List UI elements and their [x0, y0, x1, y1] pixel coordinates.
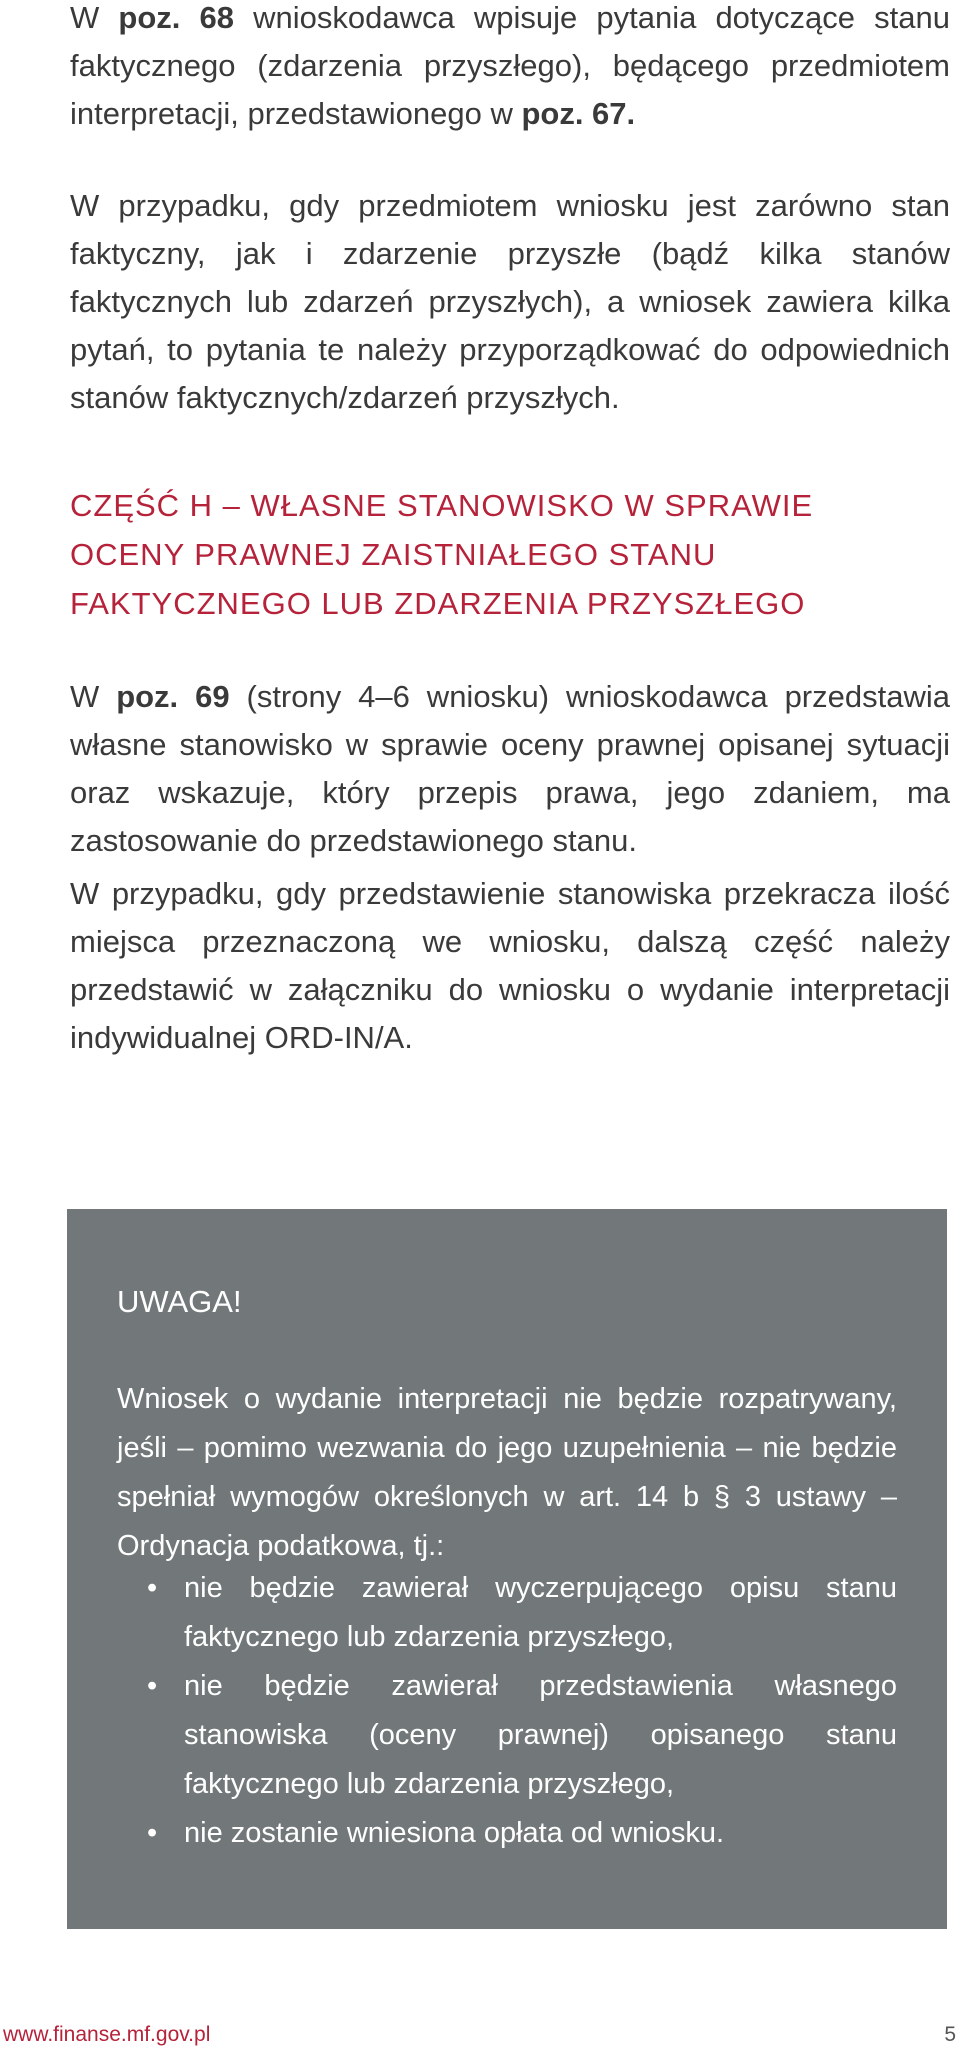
- intro-prefix: W: [70, 0, 119, 35]
- section-h-prefix: W: [70, 679, 117, 714]
- warning-box: [67, 1209, 947, 1929]
- section-h-paragraph-2: W przypadku, gdy przedstawienie stanowiska przekracza ilość miejsca przeznaczoną we wniosku, dalszą część należy przedstawić w załączniku do wniosku o wydanie interpretacji indywidualnej ORD-IN/A.: [70, 876, 950, 1055]
- intro-text: wnioskodawca wpisuje pytania dotyczące stanu faktycznego (zdarzenia przyszłego), będącego przedmiotem interpretacji, przedstawionego w: [70, 0, 950, 131]
- list-item: [117, 1564, 897, 1662]
- list-item-text: nie będzie zawierał przedstawienia własnego stanowiska (oceny prawnej) opisanego stanu faktycznego lub zdarzenia przyszłego,: [184, 1670, 897, 1800]
- heading-line-3: FAKTYCZNEGO LUB ZDARZENIA PRZYSZŁEGO: [70, 586, 806, 621]
- heading-line-2: OCENY PRAWNEJ ZAISTNIAŁEGO STANU: [70, 537, 717, 572]
- list-item-text: nie zostanie wniesiona opłata od wniosku.: [184, 1817, 725, 1849]
- section-h-poz-69: poz. 69: [116, 679, 230, 714]
- paragraph-multiple-states: W przypadku, gdy przedmiotem wniosku jest zarówno stan faktyczny, jak i zdarzenie przyszłe (bądź kilka stanów faktycznych lub zdarzeń przyszłych), a wniosek zawiera kilka pytań, to pytania te należy przyporządkować do odpowiednich stanów faktycznych/zdarzeń przyszłych.: [70, 188, 950, 415]
- list-item: [117, 1809, 897, 1858]
- heading-line-1: CZĘŚĆ H – WŁASNE STANOWISKO W SPRAWIE: [70, 488, 814, 523]
- warning-body: Wniosek o wydanie interpretacji nie będzie rozpatrywany, jeśli – pomimo wezwania do jego uzupełnienia – nie będzie spełniał wymogów określonych w art. 14 b § 3 ustawy – Ordynacja podatkowa, tj.:: [117, 1383, 897, 1562]
- footer-url[interactable]: www.finanse.mf.gov.pl: [3, 2023, 211, 2046]
- intro-poz-67: poz. 67: [521, 96, 627, 131]
- bullet-icon: •: [147, 1670, 158, 1702]
- intro-poz-68: poz. 68: [118, 0, 234, 35]
- warning-list: [117, 1564, 897, 1858]
- page-number: 5: [944, 2023, 956, 2046]
- bullet-icon: •: [147, 1817, 158, 1849]
- warning-title: UWAGA!: [117, 1284, 242, 1319]
- section-h-paragraph: [70, 673, 950, 865]
- section-h-heading: [70, 481, 950, 628]
- list-item: [117, 1662, 897, 1809]
- section-h-text: (strony 4–6 wniosku) wnioskodawca przedstawia własne stanowisko w sprawie oceny prawnej opisanej sytuacji oraz wskazuje, który przepis prawa, jego zdaniem, ma zastosowanie do przedstawionego stanu.: [70, 679, 950, 858]
- bullet-icon: •: [147, 1572, 158, 1604]
- list-item-text: nie będzie zawierał wyczerpującego opisu stanu faktycznego lub zdarzenia przyszłego,: [184, 1572, 897, 1653]
- intro-suffix: .: [626, 96, 636, 131]
- intro-paragraph: [70, 0, 950, 138]
